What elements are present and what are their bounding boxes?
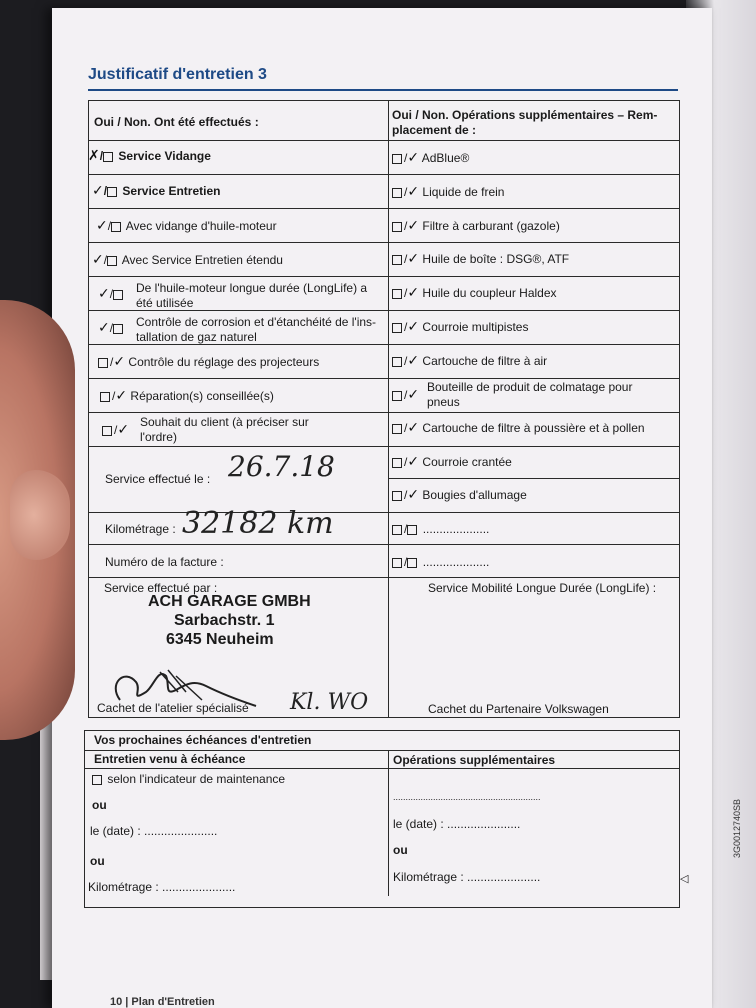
- next-km-left[interactable]: Kilométrage : ......................: [88, 880, 236, 894]
- checkbox-icon: [102, 426, 112, 436]
- right-item-label: Liquide de frein: [422, 185, 505, 199]
- checkbox-icon: [100, 392, 110, 402]
- left-item-label: Service Entretien: [122, 184, 221, 198]
- right-item-courroie-crantee[interactable]: /✓ Courroie crantée: [392, 455, 512, 470]
- next-dots-right[interactable]: ...........................................................: [393, 792, 541, 802]
- checkmark-icon: ✓: [407, 251, 420, 267]
- signature-text: Kl. WO: [290, 690, 369, 715]
- checkmark-icon: ✓: [96, 218, 108, 234]
- checkmark-icon: ✓: [407, 319, 420, 335]
- longlife-label: Service Mobilité Longue Durée (LongLife) :: [428, 581, 657, 595]
- right-item-label: Bouteille de produit de colmatage pour pneus: [427, 380, 633, 409]
- left-item-label: Réparation(s) conseillée(s): [130, 389, 274, 403]
- right-item-label: ....................: [422, 522, 490, 536]
- checkmark-icon: ✓: [407, 184, 420, 200]
- row-line: [88, 140, 679, 141]
- left-item-label: Contrôle de corrosion et d'étanchéité de l'ins-tallation de gaz naturel: [136, 315, 377, 344]
- right-item-filtre-air[interactable]: /✓ Cartouche de filtre à air: [392, 354, 547, 369]
- right-item-label: Huile de boîte : DSG®, ATF: [422, 252, 570, 266]
- row-line: [88, 512, 679, 513]
- right-item-huile-boite[interactable]: /✓ Huile de boîte : DSG®, ATF: [392, 252, 569, 267]
- next-km-right[interactable]: Kilométrage : ......................: [393, 870, 541, 884]
- checkbox-icon: [92, 775, 102, 785]
- checkmark-icon: ✓: [407, 420, 420, 436]
- invoice-label: Numéro de la facture :: [105, 555, 224, 569]
- row-line: [88, 276, 679, 277]
- checkbox-icon: [392, 188, 402, 198]
- checkmark-icon: ✓: [115, 388, 128, 404]
- mileage-value[interactable]: 32182 km: [182, 506, 334, 541]
- right-item-label: Cartouche de filtre à air: [422, 354, 548, 368]
- checkbox-icon: [392, 391, 402, 401]
- right-item-label: Filtre à carburant (gazole): [422, 219, 560, 233]
- left-item-projecteurs[interactable]: /✓ Contrôle du réglage des projecteurs: [98, 355, 319, 370]
- right-item-blank-2[interactable]: / ....................: [392, 555, 489, 570]
- performed-by-label: Service effectué par :: [104, 581, 218, 595]
- left-item-service-entretien[interactable]: ✓/ Service Entretien: [92, 183, 221, 199]
- checkbox-icon: [113, 290, 123, 300]
- row-line: [88, 174, 679, 175]
- checkbox-icon: [107, 256, 117, 266]
- left-item-vidange-huile[interactable]: ✓/ Avec vidange d'huile-moteur: [96, 218, 277, 234]
- row-line: [84, 750, 679, 751]
- row-line: [88, 446, 679, 447]
- row-line: [84, 768, 679, 769]
- left-item-service-etendu[interactable]: ✓/ Avec Service Entretien étendu: [92, 252, 283, 268]
- checkbox-icon: [392, 357, 402, 367]
- page-footer: 10 | Plan d'Entretien: [110, 996, 215, 1008]
- left-item-label: Avec vidange d'huile-moteur: [125, 219, 277, 233]
- row-line: [88, 577, 679, 578]
- next-ou-2: ou: [90, 854, 105, 868]
- right-item-filtre-carburant[interactable]: /✓ Filtre à carburant (gazole): [392, 219, 560, 234]
- checkmark-icon: ✓: [92, 252, 104, 268]
- checkbox-icon: [392, 458, 402, 468]
- checkmark-icon: ✓: [98, 320, 110, 336]
- side-code: 3G0012740SB: [732, 798, 742, 858]
- checkbox-icon: [392, 491, 402, 501]
- service-date-label: Service effectué le :: [105, 472, 211, 486]
- stamp-line-2: Sarbachstr. 1: [174, 612, 275, 629]
- right-item-haldex[interactable]: /✓ Huile du coupleur Haldex: [392, 286, 557, 301]
- checkbox-icon: [392, 222, 402, 232]
- checkbox-icon: [392, 154, 402, 164]
- next-indicator-label: selon l'indicateur de maintenance: [107, 772, 286, 786]
- left-item-label: Avec Service Entretien étendu: [121, 253, 283, 267]
- left-item-service-vidange[interactable]: ✗/ Service Vidange: [88, 148, 211, 164]
- right-item-label: AdBlue®: [421, 151, 470, 165]
- right-item-label: Cartouche de filtre à poussière et à pollen: [422, 421, 645, 435]
- checkmark-icon: ✓: [407, 285, 420, 301]
- next-date-right[interactable]: le (date) : ......................: [393, 817, 521, 831]
- checkmark-icon: ✓: [113, 354, 126, 370]
- checkmark-icon: ✓: [407, 353, 420, 369]
- next-date-left[interactable]: le (date) : ......................: [90, 824, 218, 838]
- checkmark-icon: ✓: [407, 387, 420, 403]
- checkmark-icon: ✓: [98, 286, 110, 302]
- checkmark-icon: ✗: [88, 148, 100, 164]
- right-item-blank-1[interactable]: / ....................: [392, 522, 489, 537]
- checkbox-icon: [392, 255, 402, 265]
- checkbox-icon: [392, 424, 402, 434]
- service-date-value[interactable]: 26.7.18: [228, 450, 335, 483]
- title-rule: [88, 89, 678, 91]
- next-title: Vos prochaines échéances d'entretien: [94, 733, 312, 747]
- right-item-adblue[interactable]: /✓ AdBlue®: [392, 151, 469, 166]
- arrow-left-icon: ◁: [680, 873, 689, 885]
- checkmark-icon: ✓: [407, 487, 420, 503]
- right-item-liquide-frein[interactable]: /✓ Liquide de frein: [392, 185, 504, 200]
- left-item-reparations[interactable]: /✓ Réparation(s) conseillée(s): [100, 389, 274, 404]
- right-item-label: Courroie crantée: [422, 455, 512, 469]
- right-item-courroie-multipistes[interactable]: /✓ Courroie multipistes: [392, 320, 528, 335]
- checkmark-icon: ✓: [407, 150, 420, 166]
- next-left-header: Entretien venu à échéance: [94, 752, 246, 766]
- partner-stamp-label: Cachet du Partenaire Volkswagen: [428, 702, 609, 716]
- right-item-label: ....................: [422, 555, 490, 569]
- next-ou-3: ou: [393, 843, 408, 857]
- next-indicator[interactable]: [92, 772, 285, 787]
- checkbox-icon: [392, 289, 402, 299]
- main-table-divider: [388, 100, 389, 717]
- next-table-divider: [388, 750, 389, 896]
- workshop-stamp-label: Cachet de l'atelier spécialisé: [97, 701, 249, 715]
- thumb-nail-overlay: [10, 470, 70, 560]
- checkbox-icon: [392, 323, 402, 333]
- right-item-filtre-pollen[interactable]: /✓ Cartouche de filtre à poussière et à pollen: [392, 421, 645, 436]
- row-line: [88, 242, 679, 243]
- next-ou-1: ou: [92, 798, 107, 812]
- checkbox-icon: [98, 358, 108, 368]
- right-item-bougies[interactable]: /✓ Bougies d'allumage: [392, 488, 527, 503]
- right-item-label: Huile du coupleur Haldex: [422, 286, 557, 300]
- checkbox-icon: [407, 525, 417, 535]
- row-line: [88, 412, 679, 413]
- stamp-line-1: ACH GARAGE GMBH: [148, 593, 311, 610]
- checkbox-icon: [107, 187, 117, 197]
- checkmark-icon: ✓: [407, 454, 420, 470]
- row-line: [388, 478, 679, 479]
- checkbox-icon: [392, 558, 402, 568]
- checkbox-icon: [392, 525, 402, 535]
- checkmark-icon: ✓: [407, 218, 420, 234]
- left-header: Oui / Non. Ont été effectués :: [94, 115, 259, 129]
- checkbox-icon: [407, 558, 417, 568]
- row-line: [88, 378, 679, 379]
- left-item-label: De l'huile-moteur longue durée (LongLife) a été utilisée: [136, 281, 368, 310]
- stamp-line-3: 6345 Neuheim: [166, 631, 274, 648]
- left-item-label: Souhait du client (à préciser sur l'ordre): [140, 415, 309, 444]
- checkmark-icon: ✓: [92, 183, 104, 199]
- right-item-label: Bougies d'allumage: [422, 488, 527, 502]
- right-item-label: Courroie multipistes: [422, 320, 529, 334]
- right-header: Oui / Non. Opérations supplémentaires – Rem-placement de :: [392, 108, 658, 137]
- checkbox-icon: [111, 222, 121, 232]
- checkmark-icon: ✓: [117, 422, 130, 438]
- row-line: [88, 544, 679, 545]
- mileage-label: Kilométrage :: [105, 522, 176, 536]
- checkbox-icon: [103, 152, 113, 162]
- row-line: [88, 208, 679, 209]
- left-item-label: Service Vidange: [118, 149, 211, 163]
- next-right-header: Opérations supplémentaires: [393, 753, 556, 767]
- checkbox-icon: [113, 324, 123, 334]
- left-item-label: Contrôle du réglage des projecteurs: [128, 355, 320, 369]
- page-title: Justificatif d'entretien 3: [88, 66, 267, 83]
